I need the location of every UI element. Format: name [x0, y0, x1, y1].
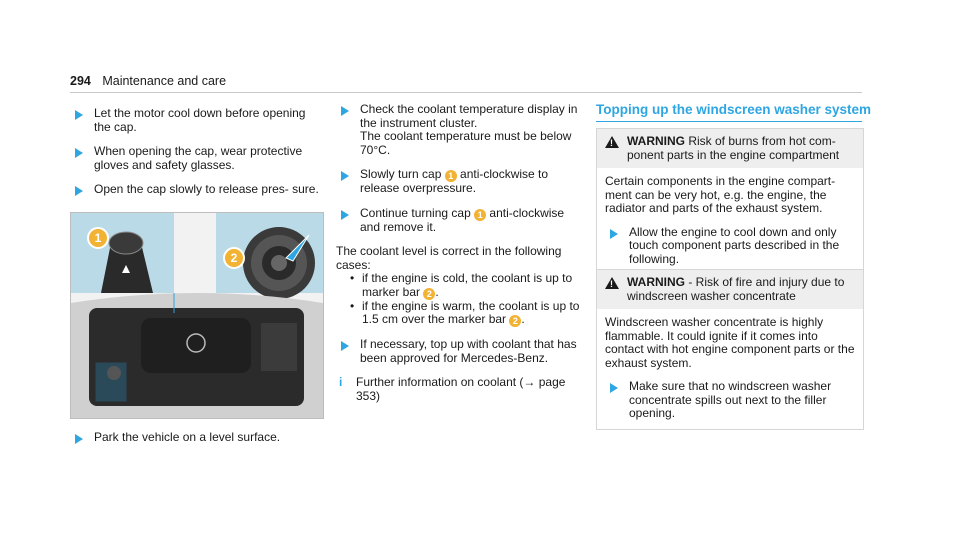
step-item	[70, 145, 320, 172]
warning-header	[597, 129, 863, 168]
left-column-bottom	[70, 431, 320, 456]
step-item	[336, 103, 586, 157]
section-underline	[596, 121, 862, 122]
warning-box-burns	[596, 128, 864, 275]
step-item	[70, 431, 320, 445]
step-text: When opening the cap, wear protective gloves and safety glasses.	[94, 144, 303, 172]
step-arrow-icon	[75, 186, 83, 196]
step-text: Check the coolant temperature display in the instrument cluster.	[360, 102, 578, 130]
step-arrow-icon	[75, 148, 83, 158]
warning-label: WARNING	[627, 134, 685, 148]
warning-label: WARNING	[627, 275, 685, 289]
list-text: .	[521, 312, 525, 326]
warning-icon	[605, 136, 619, 148]
info-icon: i	[339, 375, 343, 389]
section-title: Topping up the windscreen washer system	[596, 102, 872, 117]
step-arrow-icon	[341, 210, 349, 220]
middle-column	[336, 103, 586, 403]
step-arrow-icon	[341, 341, 349, 351]
step-text: Make sure that no windscreen washer concentrate spills out next to the filler opening.	[629, 379, 832, 420]
warning-text: Certain components in the engine compart- ment can be very hot, e.g. the engine, the radiator and parts of the exhaust system.	[605, 174, 836, 215]
step-item	[70, 107, 320, 134]
step-text: Allow the engine to cool down and only touch component parts described in the following.	[629, 224, 840, 266]
step-item	[336, 338, 586, 365]
warning-text: Windscreen washer concentrate is highly flammable. It could ignite if it comes into contact with hot engine component parts or the exhaust system.	[605, 315, 855, 370]
step-text: Let the motor cool down before opening the cap.	[94, 106, 306, 134]
warning-body	[597, 168, 863, 274]
list-item	[350, 300, 586, 328]
engine-illustration	[70, 212, 324, 419]
step-text: If necessary, top up with coolant that has been approved for Mercedes-Benz.	[360, 337, 577, 365]
list-text: .	[435, 284, 439, 299]
list-item	[350, 272, 586, 300]
step-text: Slowly turn cap	[360, 167, 445, 181]
list-text: if the engine is cold, the coolant is up to marker bar	[362, 271, 573, 299]
step-arrow-icon	[341, 171, 349, 181]
list-text: if the engine is warm, the coolant is up to 1.5 cm over the marker bar	[362, 298, 580, 326]
step-text: Open the cap slowly to release pres- sure.	[94, 182, 319, 196]
step-arrow-icon	[341, 106, 349, 116]
step-text: Continue turning cap	[360, 205, 475, 220]
info-note	[336, 376, 586, 403]
page-number: 294	[70, 74, 91, 88]
header-divider	[70, 92, 862, 93]
step-item	[605, 226, 855, 267]
step-text: anti-clockwise and remove it.	[360, 205, 565, 234]
note-link[interactable]: Further information on coolant (→ page 353)	[356, 375, 566, 403]
section-name: Maintenance and care	[102, 74, 227, 88]
step-item	[336, 207, 586, 235]
warning-box-fire	[596, 269, 864, 430]
step-arrow-icon	[75, 434, 83, 444]
callout-2: 2	[509, 315, 521, 327]
step-arrow-icon	[610, 383, 618, 393]
warning-icon	[605, 277, 619, 289]
coolant-intro: The coolant level is correct in the following cases:	[336, 244, 562, 272]
step-arrow-icon	[75, 110, 83, 120]
step-subtext: The coolant temperature must be below 70°C.	[360, 129, 572, 157]
left-column	[70, 107, 320, 208]
callout-2: 2	[223, 247, 245, 269]
step-item	[605, 380, 855, 421]
step-item	[336, 168, 586, 196]
step-item	[70, 183, 320, 197]
callout-1: 1	[445, 170, 457, 182]
step-arrow-icon	[610, 229, 618, 239]
warning-header	[597, 270, 863, 309]
warning-heading: Risk of burns from hot com- ponent parts in the engine compartment	[627, 134, 840, 162]
warning-body	[597, 309, 863, 429]
callout-1: 1	[474, 209, 486, 221]
page-header	[70, 74, 226, 88]
callout-1: 1	[87, 227, 109, 249]
step-text: anti-clockwise to release overpressure.	[360, 167, 549, 195]
step-text: Park the vehicle on a level surface.	[94, 430, 281, 444]
warning-heading: - Risk of fire and injury due to windscreen washer concentrate	[627, 275, 845, 303]
callout-2: 2	[423, 288, 435, 300]
coolant-conditions	[336, 272, 586, 327]
engine-drawing	[71, 213, 323, 418]
